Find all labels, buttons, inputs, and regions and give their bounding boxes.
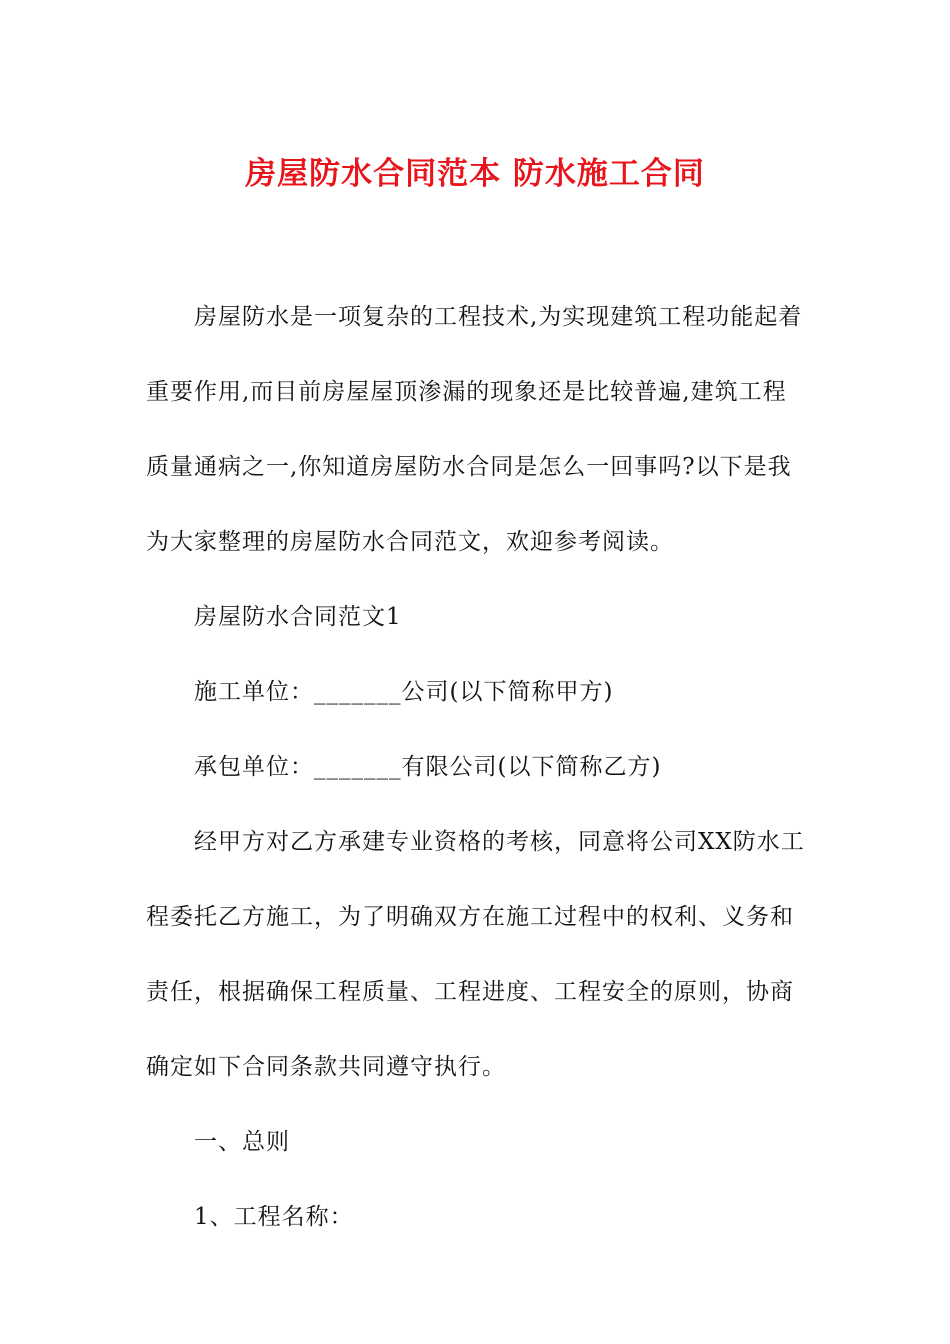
- intro-paragraph: 房屋防水是一项复杂的工程技术,为实现建筑工程功能起着重要作用,而目前房屋屋顶渗漏的现象还是比较普遍,建筑工程质量通病之一,你知道房屋防水合同是怎么一回事吗?以下是我为大家整理的房屋防水合同范文，欢迎参考阅读。: [146, 304, 803, 555]
- party-b-line: 承包单位：_______有限公司(以下简称乙方): [194, 754, 662, 780]
- project-name-line: 1、工程名称：: [194, 1204, 354, 1230]
- party-a-line: 施工单位：_______公司(以下简称甲方): [194, 679, 614, 705]
- general-provisions-heading: 一、总则: [194, 1129, 290, 1155]
- document-body: [146, 280, 806, 1255]
- document-title: 房屋防水合同范本 防水施工合同: [245, 156, 705, 192]
- agreement-paragraph: 经甲方对乙方承建专业资格的考核，同意将公司XX防水工程委托乙方施工，为了明确双方在施工过程中的权利、义务和责任，根据确保工程质量、工程进度、工程安全的原则，协商确定如下合同条款共同遵守执行。: [146, 829, 805, 1080]
- section-heading-sample-1: 房屋防水合同范文1: [194, 604, 402, 630]
